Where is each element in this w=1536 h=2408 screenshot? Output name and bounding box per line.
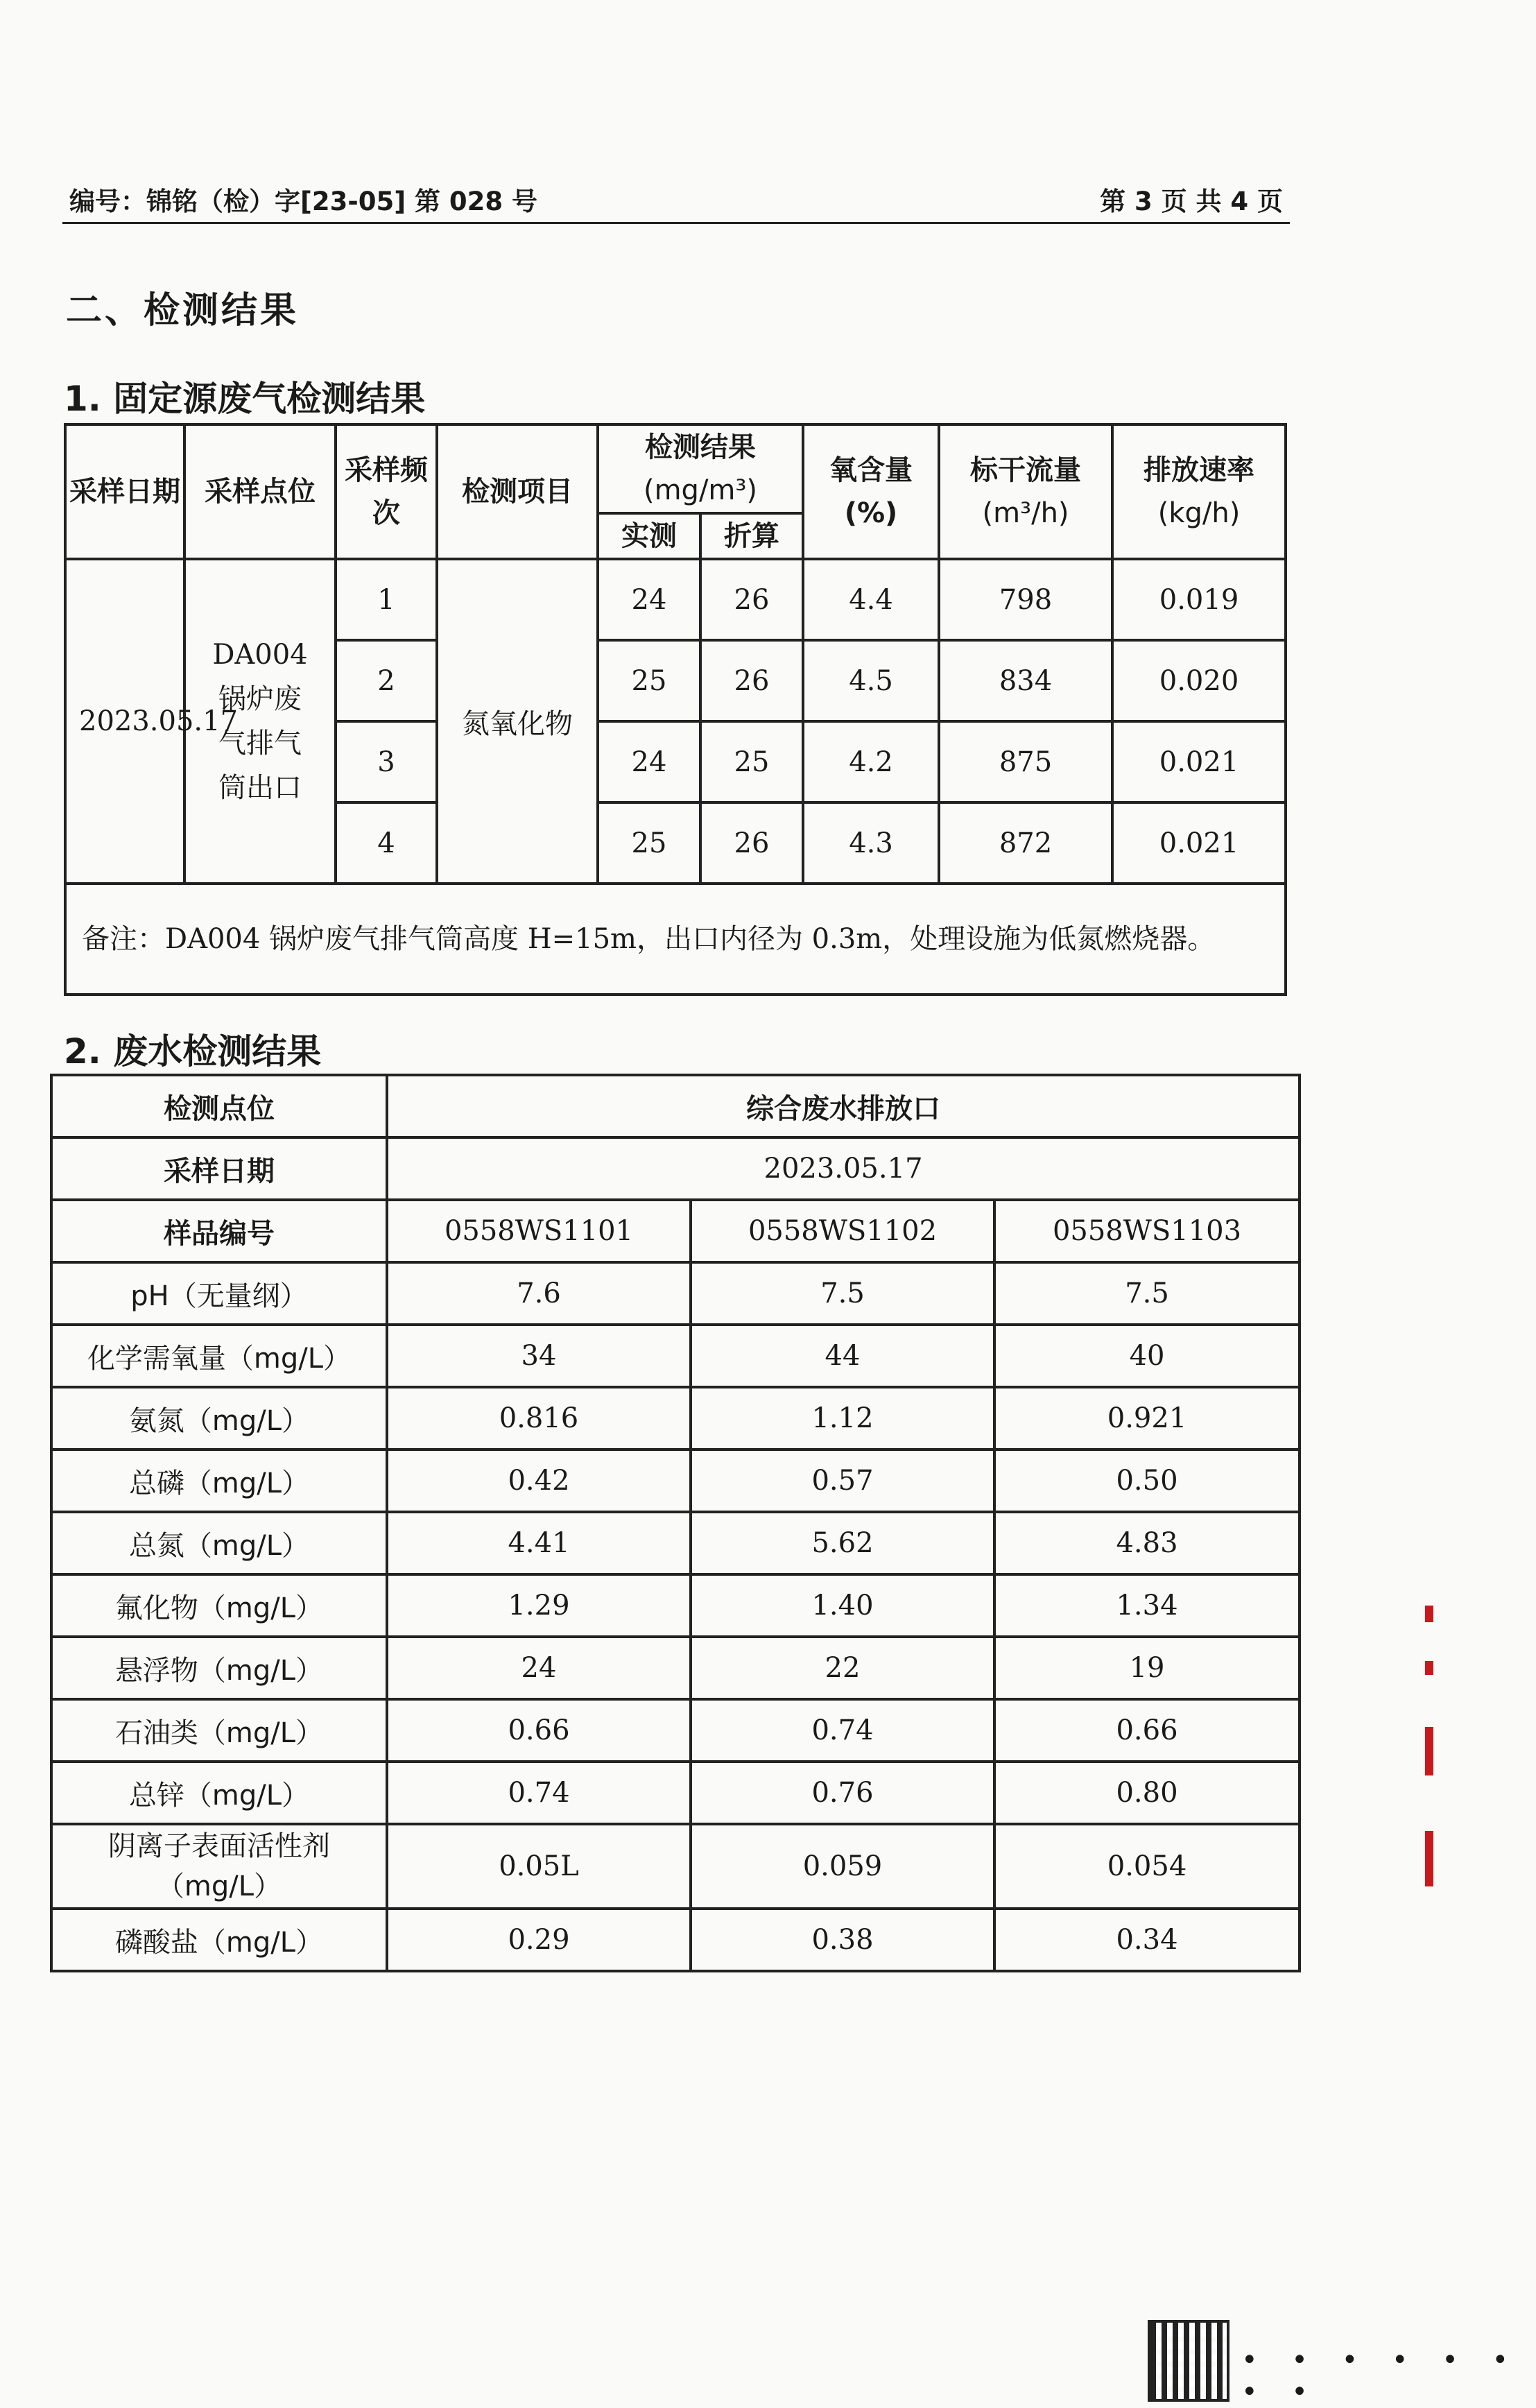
value-cell: 7.6 bbox=[387, 1262, 691, 1325]
table-row bbox=[51, 1762, 1300, 1824]
table-row bbox=[51, 1824, 1300, 1909]
value-cell: 0.66 bbox=[387, 1699, 691, 1762]
param-name: 氨氮（mg/L） bbox=[51, 1387, 387, 1450]
value-cell: 4.83 bbox=[994, 1512, 1300, 1574]
stamp-edge-mark bbox=[1425, 1727, 1433, 1775]
param-name: 总氮（mg/L） bbox=[51, 1512, 387, 1574]
oxygen-cell: 4.3 bbox=[803, 802, 939, 884]
header-oxygen-unit: (%) bbox=[844, 497, 898, 529]
actual-cell: 25 bbox=[598, 802, 700, 884]
param-name: 氟化物（mg/L） bbox=[51, 1574, 387, 1637]
date-value: 2023.05.17 bbox=[387, 1137, 1300, 1200]
oxygen-cell: 4.4 bbox=[803, 559, 939, 640]
param-name: 总锌（mg/L） bbox=[51, 1762, 387, 1824]
qr-code bbox=[1148, 2320, 1229, 2402]
header-item: 检测项目 bbox=[437, 424, 598, 559]
header-oxygen bbox=[803, 424, 939, 559]
value-cell: 1.29 bbox=[387, 1574, 691, 1637]
water-results-table bbox=[50, 1074, 1301, 1972]
freq-cell: 4 bbox=[336, 802, 437, 884]
header-actual: 实测 bbox=[598, 513, 700, 559]
header-flow bbox=[939, 424, 1112, 559]
value-cell: 0.66 bbox=[994, 1699, 1300, 1762]
header-rate-label: 排放速率 bbox=[1144, 454, 1255, 486]
value-cell: 0.054 bbox=[994, 1824, 1300, 1909]
table-row bbox=[51, 1512, 1300, 1574]
value-cell: 34 bbox=[387, 1325, 691, 1387]
gas-results-table bbox=[64, 423, 1287, 996]
table-row bbox=[51, 1075, 1300, 1137]
header-result bbox=[598, 424, 803, 513]
table-row bbox=[51, 1262, 1300, 1325]
value-cell: 0.50 bbox=[994, 1450, 1300, 1512]
sample-id: 0558WS1102 bbox=[691, 1200, 994, 1262]
header-point: 采样点位 bbox=[184, 424, 336, 559]
freq-cell: 3 bbox=[336, 721, 437, 802]
param-name: 总磷（mg/L） bbox=[51, 1450, 387, 1512]
value-cell: 4.41 bbox=[387, 1512, 691, 1574]
flow-cell: 875 bbox=[939, 721, 1112, 802]
value-cell: 0.38 bbox=[691, 1909, 994, 1971]
table-row bbox=[51, 1325, 1300, 1387]
table-row bbox=[51, 1450, 1300, 1512]
gas-note: 备注：DA004 锅炉废气排气筒高度 H=15m，出口内径为 0.3m，处理设施为低氮燃烧器。 bbox=[65, 884, 1286, 995]
page-indicator: 第 3 页 共 4 页 bbox=[1100, 187, 1283, 216]
stamp-edge-mark bbox=[1425, 1831, 1433, 1886]
sample-date: 2023.05.17 bbox=[65, 559, 184, 884]
sample-label: 样品编号 bbox=[51, 1200, 387, 1262]
table-row bbox=[51, 1637, 1300, 1699]
value-cell: 24 bbox=[387, 1637, 691, 1699]
freq-cell: 1 bbox=[336, 559, 437, 640]
value-cell: 0.42 bbox=[387, 1450, 691, 1512]
value-cell: 0.76 bbox=[691, 1762, 994, 1824]
page-header bbox=[62, 173, 1290, 224]
point-value: 综合废水排放口 bbox=[387, 1075, 1300, 1137]
point-label: 检测点位 bbox=[51, 1075, 387, 1137]
value-cell: 0.34 bbox=[994, 1909, 1300, 1971]
stamp-edge-mark bbox=[1425, 1606, 1433, 1622]
param-name: 磷酸盐（mg/L） bbox=[51, 1909, 387, 1971]
converted-cell: 26 bbox=[700, 802, 803, 884]
param-name: 化学需氧量（mg/L） bbox=[51, 1325, 387, 1387]
rate-cell: 0.021 bbox=[1112, 721, 1286, 802]
footer-dots: • • • • • • • • bbox=[1241, 2344, 1521, 2408]
sample-id: 0558WS1101 bbox=[387, 1200, 691, 1262]
value-cell: 0.29 bbox=[387, 1909, 691, 1971]
sample-point: DA004锅炉废气排气筒出口 bbox=[184, 559, 336, 884]
value-cell: 1.34 bbox=[994, 1574, 1300, 1637]
value-cell: 0.74 bbox=[691, 1699, 994, 1762]
param-name: pH（无量纲） bbox=[51, 1262, 387, 1325]
rate-cell: 0.019 bbox=[1112, 559, 1286, 640]
table-row bbox=[51, 1699, 1300, 1762]
value-cell: 0.05L bbox=[387, 1824, 691, 1909]
param-name: 悬浮物（mg/L） bbox=[51, 1637, 387, 1699]
value-cell: 0.74 bbox=[387, 1762, 691, 1824]
header-result-label: 检测结果 bbox=[645, 431, 756, 463]
oxygen-cell: 4.5 bbox=[803, 640, 939, 721]
flow-cell: 834 bbox=[939, 640, 1112, 721]
table-row bbox=[51, 1137, 1300, 1200]
header-result-unit: (mg/m³) bbox=[643, 474, 758, 506]
table-row bbox=[51, 1200, 1300, 1262]
value-cell: 0.816 bbox=[387, 1387, 691, 1450]
actual-cell: 25 bbox=[598, 640, 700, 721]
value-cell: 1.12 bbox=[691, 1387, 994, 1450]
header-rate bbox=[1112, 424, 1286, 559]
table-row bbox=[51, 1387, 1300, 1450]
rate-cell: 0.021 bbox=[1112, 802, 1286, 884]
converted-cell: 25 bbox=[700, 721, 803, 802]
rate-cell: 0.020 bbox=[1112, 640, 1286, 721]
value-cell: 40 bbox=[994, 1325, 1300, 1387]
actual-cell: 24 bbox=[598, 559, 700, 640]
value-cell: 5.62 bbox=[691, 1512, 994, 1574]
table-row bbox=[51, 1574, 1300, 1637]
value-cell: 7.5 bbox=[691, 1262, 994, 1325]
water-section-title: 2. 废水检测结果 bbox=[64, 1031, 322, 1072]
test-item: 氮氧化物 bbox=[437, 559, 598, 884]
converted-cell: 26 bbox=[700, 640, 803, 721]
gas-section-title: 1. 固定源废气检测结果 bbox=[64, 379, 426, 419]
header-date: 采样日期 bbox=[65, 424, 184, 559]
header-flow-unit: (m³/h) bbox=[982, 497, 1069, 529]
converted-cell: 26 bbox=[700, 559, 803, 640]
header-rate-unit: (kg/h) bbox=[1157, 497, 1241, 529]
header-oxygen-label: 氧含量 bbox=[829, 454, 913, 486]
value-cell: 19 bbox=[994, 1637, 1300, 1699]
date-label: 采样日期 bbox=[51, 1137, 387, 1200]
oxygen-cell: 4.2 bbox=[803, 721, 939, 802]
freq-cell: 2 bbox=[336, 640, 437, 721]
section-title: 二、检测结果 bbox=[66, 290, 300, 332]
value-cell: 0.80 bbox=[994, 1762, 1300, 1824]
flow-cell: 798 bbox=[939, 559, 1112, 640]
value-cell: 22 bbox=[691, 1637, 994, 1699]
value-cell: 1.40 bbox=[691, 1574, 994, 1637]
param-name: 石油类（mg/L） bbox=[51, 1699, 387, 1762]
stamp-edge-mark bbox=[1425, 1661, 1433, 1675]
value-cell: 0.57 bbox=[691, 1450, 994, 1512]
table-row bbox=[51, 1909, 1300, 1971]
doc-number: 编号：锦铭（检）字[23-05] 第 028 号 bbox=[69, 187, 538, 216]
value-cell: 0.059 bbox=[691, 1824, 994, 1909]
header-flow-label: 标干流量 bbox=[970, 454, 1082, 486]
header-converted: 折算 bbox=[700, 513, 803, 559]
table-row bbox=[65, 559, 1286, 640]
header-freq: 采样频次 bbox=[336, 424, 437, 559]
param-name: 阴离子表面活性剂（mg/L） bbox=[51, 1824, 387, 1909]
value-cell: 7.5 bbox=[994, 1262, 1300, 1325]
value-cell: 44 bbox=[691, 1325, 994, 1387]
actual-cell: 24 bbox=[598, 721, 700, 802]
value-cell: 0.921 bbox=[994, 1387, 1300, 1450]
sample-id: 0558WS1103 bbox=[994, 1200, 1300, 1262]
flow-cell: 872 bbox=[939, 802, 1112, 884]
